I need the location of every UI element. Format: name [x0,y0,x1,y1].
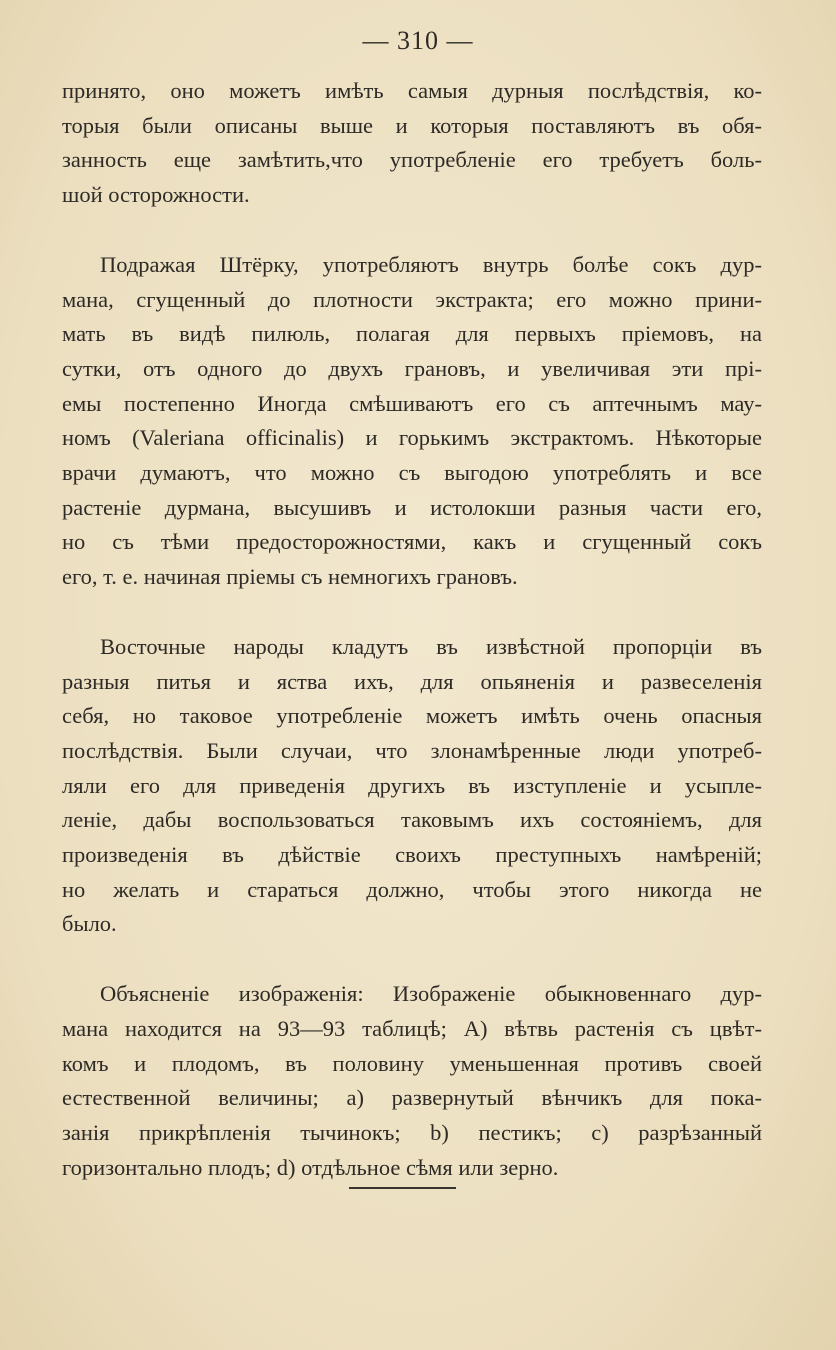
text-line: но съ тѣми предосторожностями, какъ и сгущенный сокъ [62,529,762,555]
text-line: было. [62,911,117,937]
text-line: шой осторожности. [62,182,250,208]
end-rule [349,1187,456,1189]
text-line: Восточные народы кладутъ въ извѣстной пропорціи въ [100,633,762,659]
text-line: разныя питья и яства ихъ, для опьяненія и развеселенія [62,668,762,694]
text-line: Подражая Штёрку, употребляютъ внутрь болѣе сокъ дур- [100,251,762,277]
text-line: врачи думаютъ, что можно съ выгодою употреблять и все [62,460,762,486]
paragraph-1 [62,74,762,213]
page-text [62,74,762,1220]
text-line: произведенія въ дѣйствіе своихъ преступныхъ намѣреній; [62,842,762,868]
text-line: леніе, дабы воспользоваться таковымъ ихъ состояніемъ, для [62,807,762,833]
text-line: растеніе дурмана, высушивъ и истолокши разныя части его, [62,494,762,520]
text-line: мана, сгущенный до плотности экстракта; его можно прини- [62,286,762,312]
paragraph-2 [62,248,762,595]
text-line: естественной величины; a) развернутый вѣнчикъ для пока- [62,1085,762,1111]
text-line: себя, но таковое употребленіе можетъ имѣть очень опасныя [62,703,762,729]
text-line: горизонтально плодъ; d) отдѣльное сѣмя или зерно. [62,1154,559,1180]
paragraph-4 [62,977,762,1185]
paragraph-3 [62,630,762,942]
text-line: его, т. е. начиная пріемы съ немногихъ грановъ. [62,564,518,590]
text-line: сутки, отъ одного до двухъ грановъ, и увеличивая эти прі- [62,355,762,381]
text-line: комъ и плодомъ, въ половину уменьшенная противъ своей [62,1050,762,1076]
text-line: занія прикрѣпленія тычинокъ; b) пестикъ; c) разрѣзанный [62,1119,762,1145]
text-line: мана находится на 93—93 таблицѣ; A) вѣтвь растенія съ цвѣт- [62,1015,762,1041]
text-line: емы постепенно Иногда смѣшиваютъ его съ аптечнымъ мау- [62,390,762,416]
page-number: — 310 — [362,26,474,55]
text-line: номъ (Valeriana officinalis) и горькимъ экстрактомъ. Нѣкоторые [62,425,762,451]
text-line: но желать и стараться должно, чтобы этого никогда не [62,876,762,902]
text-line: принято, оно можетъ имѣть самыя дурныя послѣдствія, ко- [62,78,762,103]
text-line: ляли его для приведенія другихъ въ изступленіе и усыпле- [62,772,762,798]
text-line: послѣдствія. Были случаи, что злонамѣренные люди употреб- [62,737,762,763]
text-line: торыя были описаны выше и которыя поставляютъ въ обя- [62,112,762,138]
text-line: Объясненіе изображенія: Изображеніе обыкновеннаго дур- [100,981,762,1007]
text-line: мать въ видѣ пилюль, полагая для первыхъ пріемовъ, на [62,321,762,347]
text-line: занность еще замѣтить,что употребленіе его требуетъ боль- [62,147,762,173]
